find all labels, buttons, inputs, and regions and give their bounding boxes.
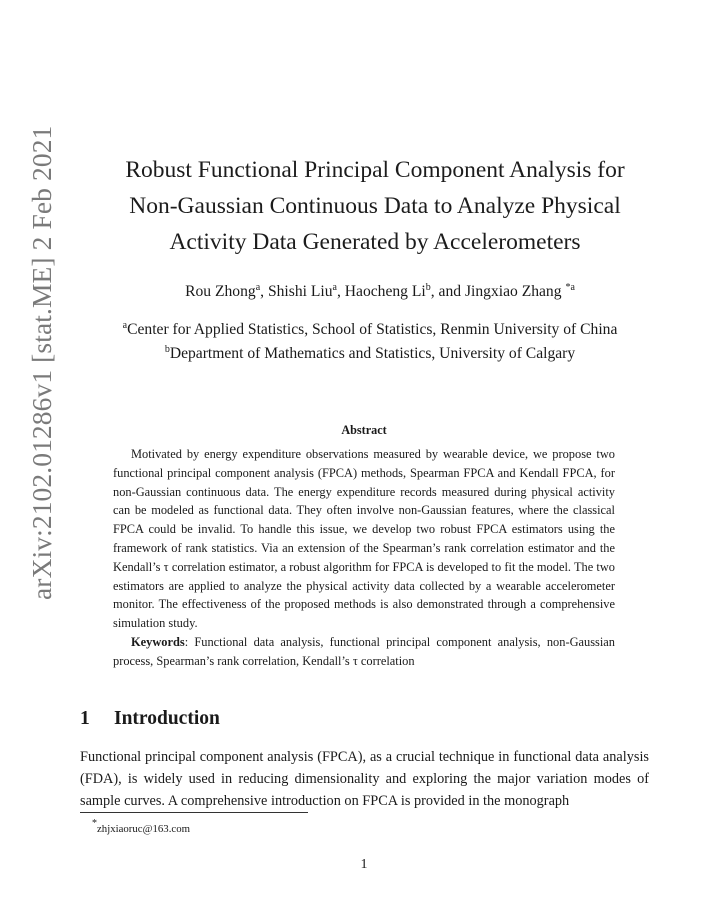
abstract-body — [113, 445, 615, 671]
keywords-label: Keywords — [131, 634, 185, 649]
author-name: Rou Zhong — [185, 283, 256, 300]
footnote — [92, 818, 190, 835]
footnote-mark: * — [92, 818, 97, 829]
footnote-divider — [80, 812, 308, 813]
affiliation-mark: a — [122, 320, 128, 331]
author-separator: , — [336, 283, 345, 300]
paper-title — [90, 152, 660, 260]
title-line-2: Non-Gaussian Continuous Data to Analyze Physical — [129, 193, 621, 219]
author-separator: , and — [430, 283, 465, 300]
author-name: Jingxiao Zhang — [464, 283, 566, 300]
page-number: 1 — [360, 857, 368, 872]
keywords-text: : Functional data analysis, functional principal component analysis, non-Gaussian process, Spearman’s rank correlation, Kendall’s τ correlation — [113, 634, 615, 668]
affiliation-b — [70, 339, 670, 365]
author-affiliation-mark: *a — [565, 282, 575, 293]
author-affiliation-mark: a — [255, 282, 261, 293]
affiliation-mark: b — [164, 344, 170, 355]
keywords-paragraph — [113, 633, 615, 671]
affiliation-a — [70, 315, 670, 341]
title-line-3: Activity Data Generated by Accelerometers — [169, 229, 581, 255]
author-affiliation-mark: a — [332, 282, 337, 293]
title-line-1: Robust Functional Principal Component Analysis for — [125, 157, 625, 183]
section-number: 1 — [80, 708, 90, 729]
author-name: Haocheng Li — [344, 283, 426, 300]
introduction-body — [80, 746, 649, 812]
intro-paragraph: Functional principal component analysis (FPCA), as a crucial technique in functional data analysis (FDA), is widely used in reducing dimensionality and exploring the major variation modes of sample curves. A comprehensive introduction on FPCA is provided in the monograph — [80, 749, 649, 809]
author-list — [80, 277, 680, 303]
section-title: Introduction — [114, 708, 220, 729]
abstract-paragraph: Motivated by energy expenditure observations measured by wearable device, we propose two functional principal component analysis (FPCA) methods, Spearman FPCA and Kendall FPCA, for non-Gaussian continuous data. The energy expenditure records measured during physical activity can be modeled as functional data. They often involve non-Gaussian features, where the classical FPCA could be invalid. To handle this issue, we develop two robust FPCA estimators using the framework of rank statistics. Via an extension of the Spearman’s rank correlation estimator and the Kendall’s τ correlation estimator, a robust algorithm for FPCA is developed to fit the model. The two estimators are applied to analyze the physical activity data collected by a wearable accelerometer monitor. The effectiveness of the proposed methods is also demonstrated through a comprehensive simulation study. — [113, 447, 615, 631]
affiliation-text: Department of Mathematics and Statistics, University of Calgary — [169, 345, 576, 362]
author-separator: , — [260, 283, 268, 300]
arxiv-identifier[interactable] — [22, 100, 62, 600]
footnote-email[interactable]: zhjxiaoruc@163.com — [97, 823, 190, 835]
abstract-heading: Abstract — [341, 423, 387, 437]
author-affiliation-mark: b — [425, 282, 431, 293]
author-name: Shishi Liu — [267, 283, 333, 300]
arxiv-identifier-text: arXiv:2102.01286v1 [stat.ME] 2 Feb 2021 — [26, 125, 57, 600]
section-heading — [80, 708, 220, 730]
affiliation-text: Center for Applied Statistics, School of Statistics, Renmin University of China — [127, 321, 618, 338]
